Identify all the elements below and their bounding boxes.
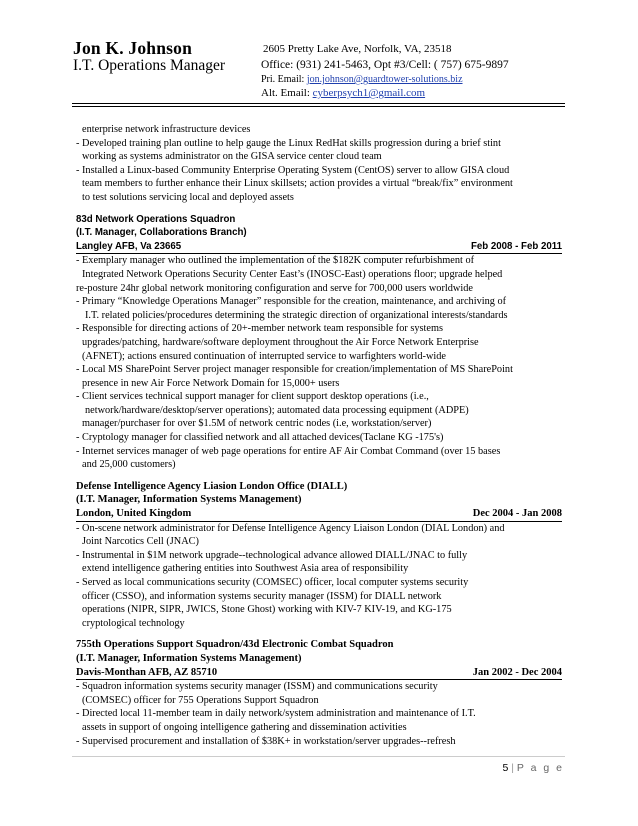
text-line: and 25,000 customers) — [82, 459, 176, 471]
text-line: - Squadron information systems security manager (ISSM) and communications security — [76, 681, 438, 693]
text-line: cryptological technology — [82, 617, 185, 629]
page-label: P a g e — [516, 762, 564, 774]
text-line: - Developed training plan outline to help gauge the Linux RedHat skills progression during a brief stint — [76, 137, 501, 149]
text-line: network/hardware/desktop/server operations); automated data processing equipment (ADPE) — [85, 404, 469, 416]
job-dates: Jan 2002 - Dec 2004 — [472, 666, 562, 678]
text-line: - Installed a Linux-based Community Enterprise Operating System (CentOS) server to allow GISA cloud — [76, 164, 510, 176]
text-line: - Supervised procurement and installation of $38K+ in workstation/server upgrades--refresh — [76, 735, 456, 747]
page-number: 5 — [502, 762, 509, 774]
job-organization: Defense Intelligence Agency Liasion London Office (DIALL) — [76, 480, 348, 492]
text-line: - Responsible for directing actions of 20+-member network team responsible for systems — [76, 323, 443, 335]
job-location-row — [76, 507, 562, 522]
job-role: (I.T. Manager, Information Systems Management) — [76, 652, 302, 664]
job-location-row — [76, 240, 562, 255]
job-location-row — [76, 666, 562, 681]
primary-email-label: Pri. Email: — [261, 74, 307, 85]
text-line: team members to further enhance their Linux skillsets; action provides a virtual “break/fix” environment — [82, 178, 513, 190]
job-role: (I.T. Manager, Information Systems Management) — [76, 494, 302, 506]
text-line: assets in support of ongoing intelligence gathering and dissemination activities — [82, 721, 407, 733]
text-line: - Instrumental in $1M network upgrade--technological advance allowed DIALL/JNAC to fully — [76, 549, 468, 561]
job-dates: Feb 2008 - Feb 2011 — [470, 240, 562, 252]
job-location: London, United Kingdom — [76, 508, 192, 520]
alternate-email-link[interactable]: cyberpsych1@gmail.com — [312, 87, 426, 99]
header-divider-bottom — [72, 106, 565, 107]
text-line: - Cryptology manager for classified network and all attached devices(Taclane KG -175's) — [76, 432, 444, 444]
text-line: - Internet services manager of web page operations for entire AF Air Combat Command (over 15 bases — [76, 445, 501, 457]
job-section-diall — [76, 480, 562, 631]
job-section-83d-nos — [76, 213, 562, 472]
text-line: to test solutions servicing local and deployed assets — [82, 191, 294, 203]
text-line: re-posture 24hr global network monitoring configuration and serve for 700,000 users worldwide — [76, 282, 473, 294]
page-footer — [502, 762, 564, 774]
candidate-name: Jon K. Johnson — [73, 38, 193, 58]
text-line: upgrades/patching, hardware/software deployment throughout the Air Force Network Enterprise — [82, 336, 479, 348]
job-organization: 755th Operations Support Squadron/43d Electronic Combat Squadron — [76, 639, 394, 651]
job-section-755th-oss — [76, 638, 562, 748]
job-dates: Dec 2004 - Jan 2008 — [472, 508, 562, 520]
text-line: (COMSEC) officer for 755 Operations Support Squadron — [82, 694, 319, 706]
text-line: I.T. related policies/procedures determining the strategic direction of organizational interests/standards — [85, 309, 508, 321]
text-line: - Exemplary manager who outlined the implementation of the $182K computer refurbishment of — [76, 255, 475, 267]
text-line: (AFNET); actions ensured continuation of interrupted service to warfighters world-wide — [82, 350, 447, 362]
resume-body — [76, 123, 562, 748]
primary-email — [261, 74, 463, 85]
text-line: extend intelligence gathering entities into Southwest Asia area of responsibility — [82, 563, 409, 575]
text-line: operations (NIPR, SIPR, JWICS, Stone Ghost) working with KIV-7 KIV-19, and KG-175 — [82, 604, 452, 616]
alternate-email — [261, 87, 425, 99]
footer-separator: | — [511, 762, 514, 774]
text-line: Joint Narcotics Cell (JNAC) — [82, 536, 199, 548]
text-line: Integrated Network Operations Security Center East’s (INOSC-East) operations floor; upgrade helped — [82, 268, 503, 280]
text-line: - Served as local communications security (COMSEC) officer, local computer systems security — [76, 577, 469, 588]
text-line: - On-scene network administrator for Defense Intelligence Agency Liaison London (DIAL London) and — [76, 522, 505, 534]
text-line: officer (CSSO), and information systems security manager (ISSM) for DIALL network — [82, 590, 442, 602]
primary-email-link[interactable]: jon.johnson@guardtower-solutions.biz — [306, 74, 463, 85]
text-line: - Primary “Knowledge Operations Manager” responsible for the creation, maintenance, and archiving of — [76, 296, 507, 308]
text-line: - Directed local 11-member team in daily network/system administration and maintenance of I.T. — [76, 708, 476, 720]
candidate-title: I.T. Operations Manager — [73, 57, 226, 74]
address: 2605 Pretty Lake Ave, Norfolk, VA, 23518 — [263, 43, 452, 55]
job-role: (I.T. Manager, Collaborations Branch) — [76, 227, 247, 239]
header-divider-top — [72, 103, 565, 104]
job-organization: 83d Network Operations Squadron — [76, 213, 236, 225]
job-location: Davis-Monthan AFB, AZ 85710 — [76, 666, 218, 678]
alternate-email-label: Alt. Email: — [261, 87, 313, 99]
job-location: Langley AFB, Va 23665 — [76, 240, 182, 252]
text-line: manager/purchaser for over $1.5M of network centric nodes (i.e, workstation/server) — [82, 418, 432, 430]
phone-numbers: Office: (931) 241-5463, Opt #3/Cell: ( 757) 675-9897 — [261, 59, 509, 71]
text-line: enterprise network infrastructure devices — [82, 124, 251, 135]
footer-divider — [72, 756, 565, 757]
text-line: working as systems administrator on the GISA service center cloud team — [82, 151, 382, 163]
text-line: presence in new Air Force Network Domain for 15,000+ users — [82, 377, 340, 389]
text-line: - Local MS SharePoint Server project manager responsible for creation/implementation of MS SharePoint — [76, 364, 513, 376]
text-line: - Client services technical support manager for client support desktop operations (i.e., — [76, 391, 429, 403]
